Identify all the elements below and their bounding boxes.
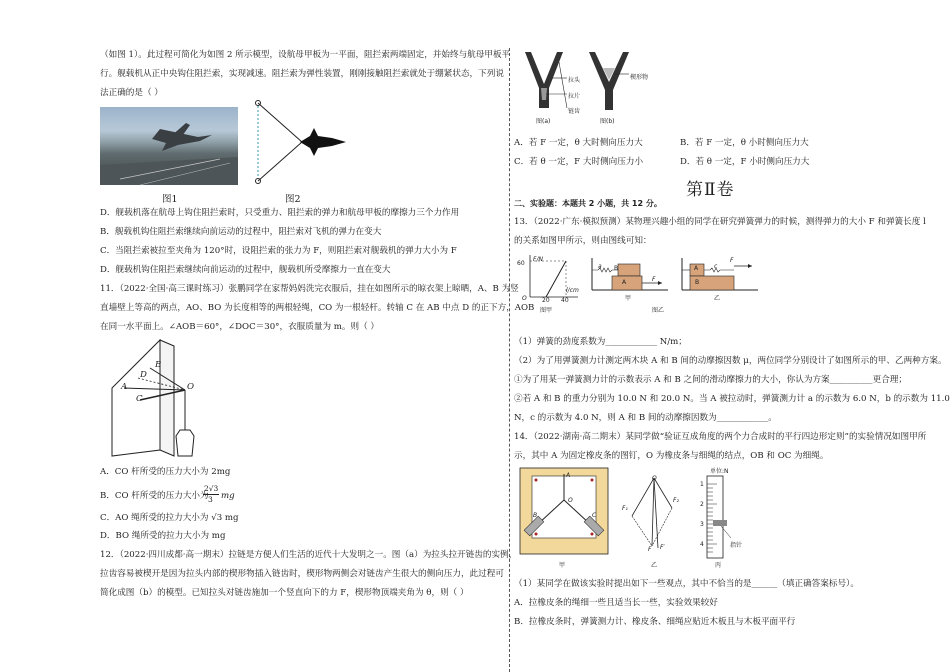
q14-yi-label-Fprime: F′ [660, 544, 665, 551]
q14-yi-label-O: O [652, 475, 657, 482]
q14-jia-label-B: B [533, 512, 538, 519]
label-o: O [187, 382, 195, 392]
q14-jia-label-A: A [566, 472, 571, 479]
part2-title: 第Ⅱ卷 [686, 180, 735, 200]
q11-stem-line-1: 11．（2022·全国·高三课时练习）张鹏同学在家帮妈妈洗完衣服后，挂在如图所示的晾衣架上晾晒，A、B 为竖 [100, 284, 519, 294]
q11b-frac-unit: mg [221, 491, 235, 501]
q14-part1: （1）某同学在做该实验时提出如下一些观点，其中不恰当的是______（填正确答案标号）。 [514, 579, 859, 589]
section2-heading: 二、实验题：本题共 2 小题，共 12 分。 [514, 199, 662, 208]
graph-x20: 20 [542, 297, 550, 304]
setup-jia-label-F: F [652, 276, 656, 283]
fig2-arrest-model [248, 100, 358, 190]
q12-option-a: A．若 F 一定，θ 大时侧向压力大 [514, 138, 643, 148]
label-a: A [121, 382, 128, 392]
setup-yi-label-F: F [730, 257, 734, 264]
q13-part2-1: ①为了用某一弹簧测力计的示数表示 A 和 B 之间的滑动摩擦力的大小，你认为方案__________更合理； [514, 375, 907, 385]
q14-stem-line-2: 示，其中 A 为固定橡皮条的图钉，O 为橡皮条与细绳的结点，OB 和 OC 为细绳。 [514, 451, 829, 461]
q14-bing-tick-2: 2 [700, 501, 704, 508]
q14-yi-label-F: F [648, 546, 652, 553]
setup-jia-caption: 甲 [625, 295, 632, 302]
q14-yi-caption: 乙 [651, 562, 658, 569]
q11-option-d: D．BO 绳所受的拉力大小为 mg [100, 531, 226, 541]
q14-bing-caption: 丙 [715, 562, 722, 569]
q11-option-c: C．AO 绳所受的拉力大小为 √3 mg [100, 513, 239, 523]
label-c: C [136, 394, 143, 404]
zipper-label-puller: 拉头 [568, 77, 581, 84]
label-d: D [140, 370, 147, 380]
q10-intro-line-1: （如图 1）。此过程可简化为如图 2 所示模型，设航母甲板为一平面，阻拦索两端固定，并始终与航母甲板平 [100, 50, 511, 60]
column-divider [509, 48, 510, 672]
q13-setup-yi [680, 256, 760, 292]
q10-option-a: D．舰载机落在航母上钩住阻拦索时，只受重力、阻拦索的弹力和航母甲板的摩擦力三个力作用 [100, 208, 460, 218]
q13-part1: （1）弹簧的劲度系数为____________ N/m； [514, 337, 687, 347]
q14-bing-pointer-label: 指针 [730, 542, 743, 549]
q12-option-b: B．若 F 一定，θ 小时侧向压力大 [680, 138, 809, 148]
q10-intro-line-3: 法正确的是（ ） [100, 88, 163, 98]
setup-jia-label-a: a [598, 263, 602, 270]
q13-setup-jia [590, 256, 670, 292]
label-b: B [155, 360, 162, 370]
setup-yi-label-A: A [694, 265, 699, 272]
q12-stem-line-3: 简化成图（b）的模型。已知拉头对链齿施加一个竖直向下的力 F，楔形物顶端夹角为 θ，则（ ） [100, 588, 469, 598]
q14-option-b: B．拉橡皮条时，弹簧测力计、橡皮条、细绳应贴近木板且与木板平面平行 [514, 617, 796, 627]
q11-option-b: B．CO 杆所受的压力大小为 [100, 491, 209, 501]
graph-caption: 图甲 [540, 307, 553, 314]
q13-stem-line-1: 13．（2022·广东·模拟预测）某物理兴趣小组的同学在研究弹簧弹力的时候，测得弹力的大小 F 和弹簧长度 l [514, 217, 926, 227]
q11-option-a: A．CO 杆所受的压力大小为 2mg [100, 467, 231, 477]
q11-stem-line-2: 直墙壁上等高的两点，AO、BO 为长度相等的两根轻绳，CO 为一根轻杆。转轴 C 在 AB 中点 D 的正下方，AOB [100, 303, 535, 313]
q11-stem-line-3: 在同一水平面上。∠AOB＝60°，∠DOC＝30°，衣服质量为 m。则（ ） [100, 322, 380, 332]
q10-option-b: B．舰载机钩住阻拦索继续向前运动的过程中，阻拦索对飞机的弹力在变大 [100, 227, 382, 237]
jet-silhouette [100, 107, 238, 185]
q12-stem-line-2: 拉齿容易被楔开是因为拉头内部的楔形物插入链齿时，楔形物两侧会对链齿产生很大的侧向压力，此过程可 [100, 569, 504, 579]
q14-stem-line-1: 14．（2022·湖南·高二期末）某同学做“验证互成角度的两个力合成时的平行四边形定则”的实验情况如图甲所 [514, 432, 927, 442]
zipper-fig-a-caption: 图(a) [536, 118, 551, 125]
q10-intro-line-2: 行。舰载机从正中央钩住阻拦索，实现减速。阻拦索为弹性装置，刚刚接触阻拦索就处于绷紧状态，下列说 [100, 69, 504, 79]
q14-bing-unit: 单位:N [710, 468, 729, 475]
setup-yi-label-B: B [695, 279, 700, 286]
fig2-caption: 图2 [285, 194, 301, 205]
q14-jia-label-O: O [568, 497, 573, 504]
q10-option-c: C．当阻拦索被拉至夹角为 120°时，设阻拦索的张力为 F，则阻拦索对舰载机的弹力大小为 F [100, 246, 457, 256]
graph-y60: 60 [517, 260, 525, 267]
q11b-frac-den: 3 [208, 495, 213, 504]
q13-part2-2b: N，c 的示数为 4.0 N，则 A 和 B 间的动摩擦因数为____________。 [514, 413, 777, 423]
setup-yi-label-c: c [714, 263, 718, 270]
q14-jia-caption: 甲 [559, 562, 566, 569]
graph-ylabel: F/N [533, 256, 543, 263]
setup-jia-label-A: A [622, 279, 627, 286]
q10-option-d: D．舰载机钩住阻拦索继续向前运动的过程中，舰载机所受摩擦力一直在变大 [100, 265, 391, 275]
zipper-label-wedge: 楔形物 [630, 74, 649, 81]
q13-part2-2a: ②若 A 和 B 的重力分别为 10.0 N 和 20.0 N。当 A 被拉动时，弹簧测力计 a 的示数为 6.0 N，b 的示数为 11.0 [514, 394, 950, 404]
q14-jia-label-C: C [592, 512, 597, 519]
setup-jia-label-B: B [614, 265, 619, 272]
q11b-frac-num: 2√3 [204, 484, 219, 493]
q11-clothes-rack-figure [110, 338, 230, 458]
graph-origin: O [522, 295, 527, 302]
graph-xunit: l/cm [566, 287, 579, 294]
zipper-label-teeth: 链齿 [568, 108, 581, 115]
q14-bing-tick-1: 1 [700, 481, 704, 488]
q14-yi-label-F2: F₂ [673, 497, 679, 504]
setup-yi-caption: 乙 [714, 295, 721, 302]
q12-option-d: D．若 θ 一定，F 小时侧向压力大 [680, 157, 810, 167]
q14-yi-label-F1: F₁ [622, 505, 628, 512]
fig-yi-caption: 图乙 [652, 307, 665, 314]
q14-bing-tick-3: 3 [700, 521, 704, 528]
q13-part2: （2）为了用弹簧测力计测定两木块 A 和 B 间的动摩擦因数 μ，两位同学分别设计了如图所示的甲、乙两种方案。 [514, 356, 947, 366]
q13-stem-line-2: 的关系如图甲所示，则由图线可知： [514, 236, 652, 246]
q12-stem-line-1: 12．（2022·四川成都·高一期末）拉链是方便人们生活的近代十大发明之一。图（a）为拉头拉开链齿的实例， [100, 550, 518, 560]
q14-bing-tick-4: 4 [700, 541, 704, 548]
zipper-label-tab: 拉片 [568, 93, 581, 100]
carrier-jet-photo [100, 107, 238, 185]
q14-option-a: A．拉橡皮条的绳细一些且适当长一些，实验效果较好 [514, 598, 718, 608]
zipper-fig-b-caption: 图(b) [600, 118, 615, 125]
graph-x40: 40 [561, 297, 569, 304]
q12-option-c: C．若 θ 一定，F 大时侧向压力小 [514, 157, 644, 167]
fig1-caption: 图1 [162, 194, 178, 205]
